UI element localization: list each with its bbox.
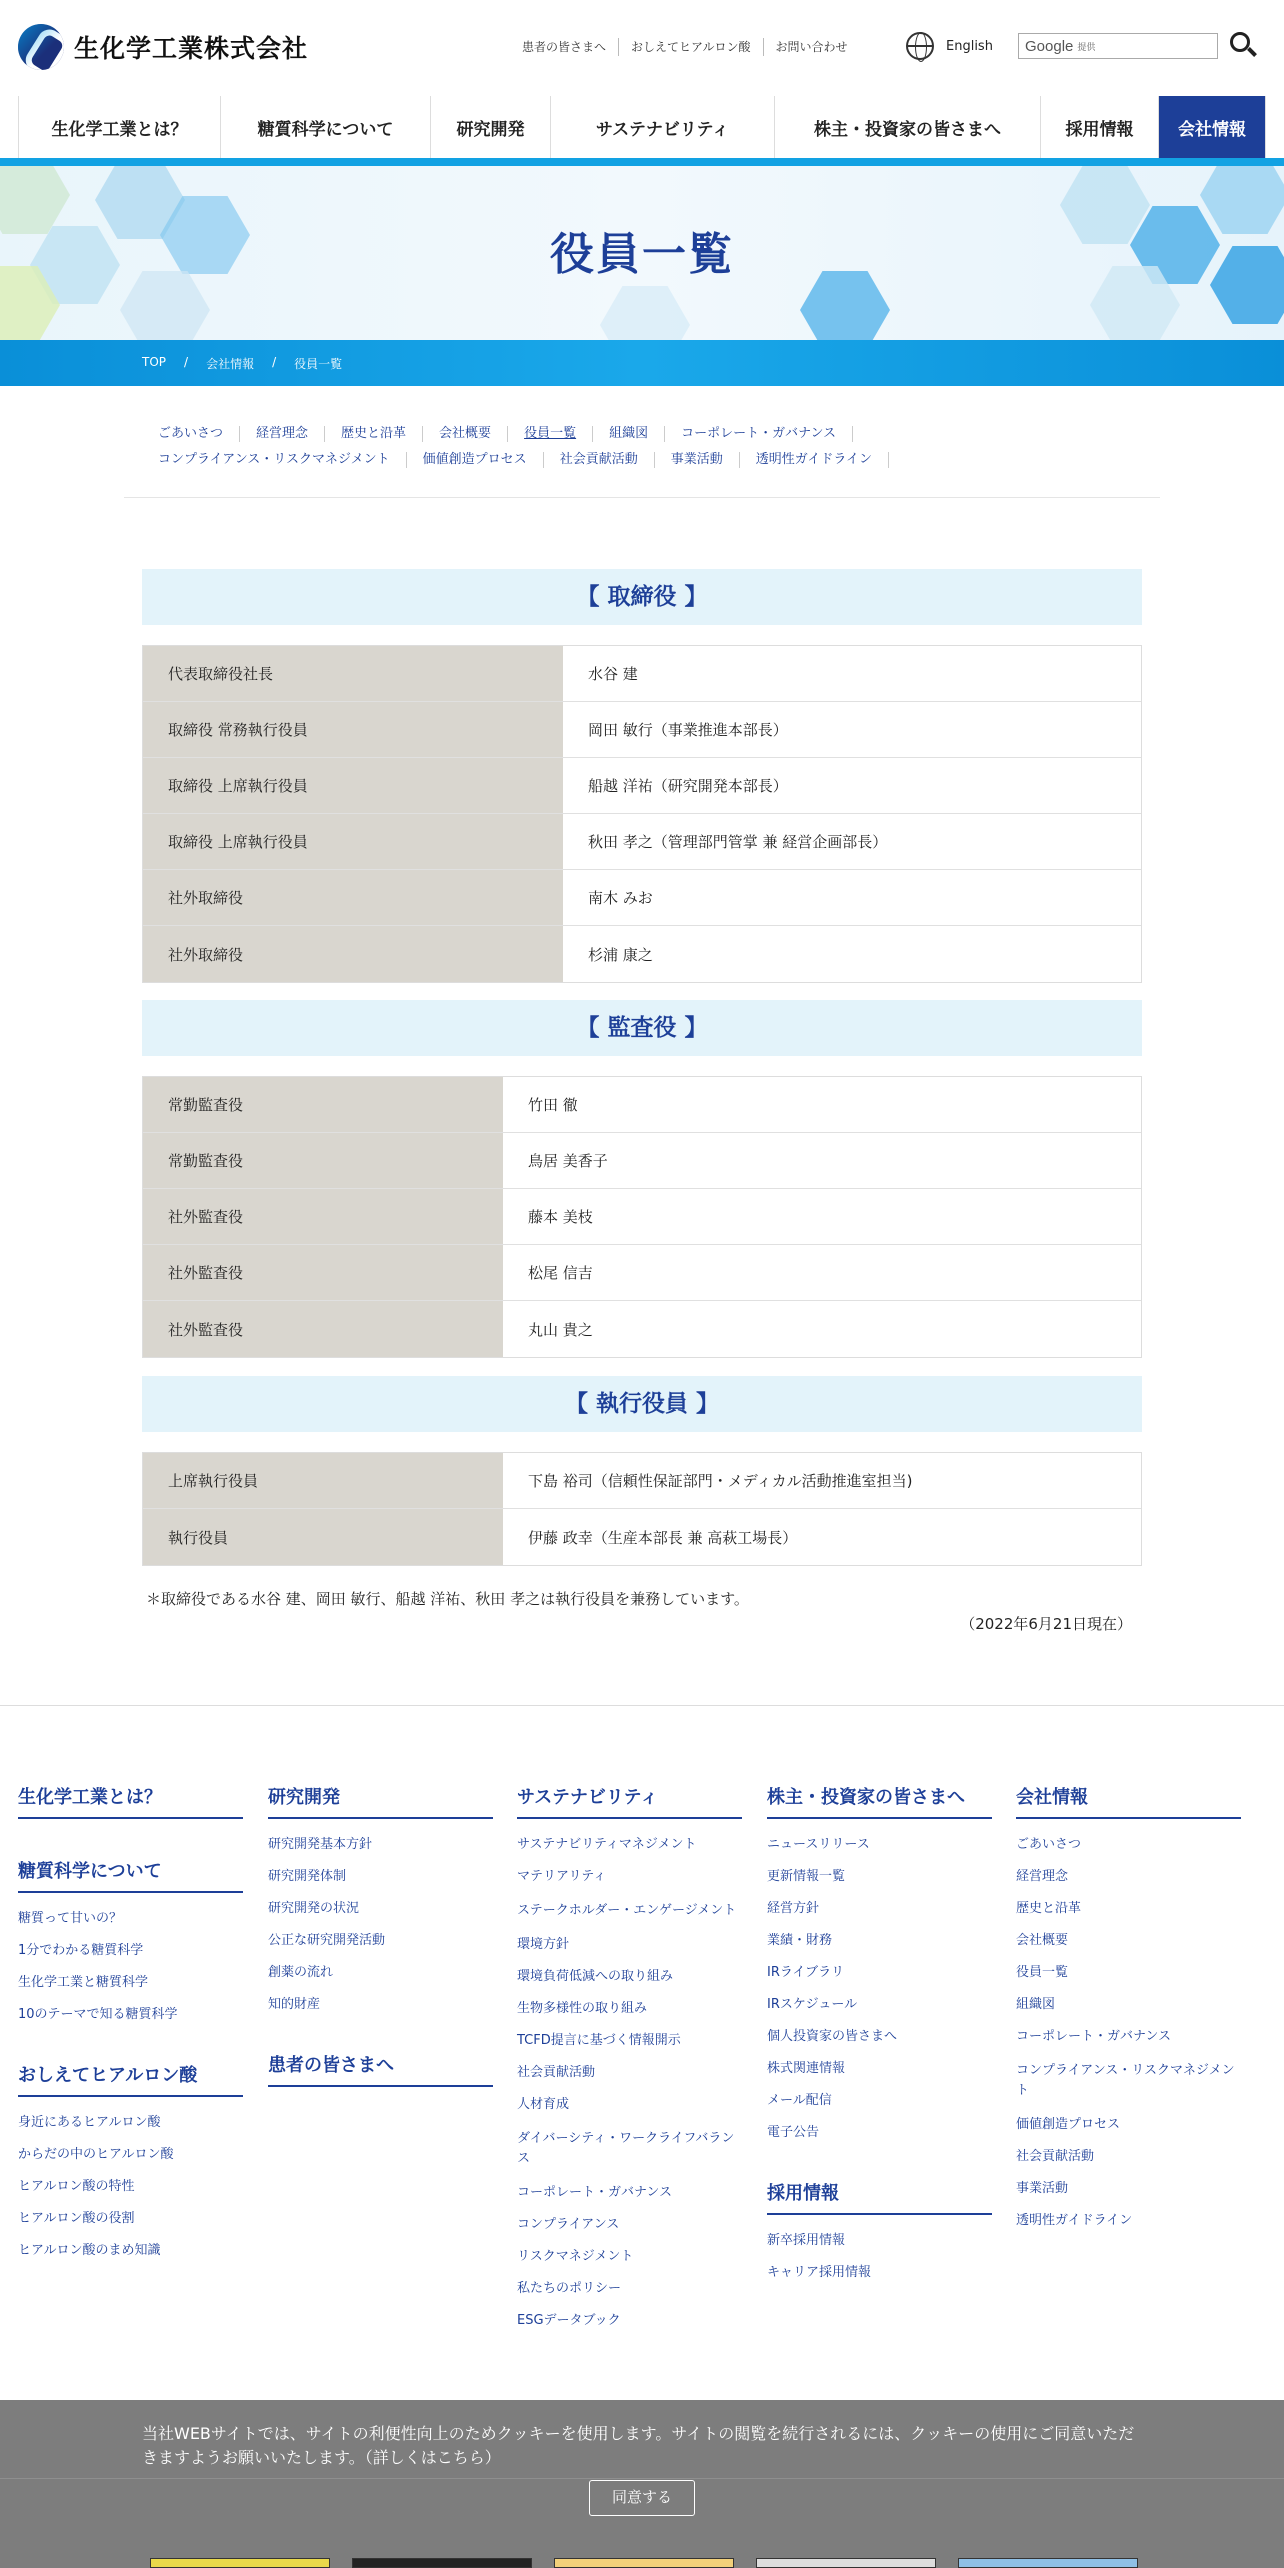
footer-link[interactable]: 生物多様性の取り組み	[517, 2001, 648, 2016]
footer-link[interactable]: 社会貢献活動	[1016, 2149, 1095, 2164]
table-row	[143, 1133, 1141, 1189]
role-cell: 社外取締役	[143, 926, 563, 982]
globe-icon	[906, 32, 934, 60]
role-cell: 上席執行役員	[143, 1453, 503, 1508]
search-brand: Google	[1025, 37, 1074, 55]
table-row	[143, 926, 1141, 982]
footer-link[interactable]: 環境負荷低減への取り組み	[517, 1969, 674, 1984]
footer-link[interactable]: サステナビリティマネジメント	[517, 1837, 697, 1852]
cookie-message[interactable]: 当社WEBサイトでは、サイトの利便性向上のためクッキーを使用します。サイトの閲覧を続行されるには、クッキーの使用にご同意いただきますようお願いいたします。（詳しくはこちら）	[142, 2424, 1135, 2467]
footer-link[interactable]: 組織図	[1016, 1997, 1056, 2012]
subnav-item[interactable]: コーポレート・ガバナンス	[665, 426, 853, 442]
table-row	[143, 1245, 1141, 1301]
global-nav	[18, 96, 1266, 158]
footer-link[interactable]: 私たちのポリシー	[517, 2281, 622, 2296]
table-row	[143, 1077, 1141, 1133]
subnav-item[interactable]: 透明性ガイドライン	[740, 452, 889, 468]
name-cell: 南木 みお	[563, 870, 1141, 925]
section-heading-directors: 【 取締役 】	[142, 569, 1142, 625]
footer-link[interactable]: コンプライアンス・リスクマネジメント	[1016, 2063, 1235, 2098]
nav-accent-bar	[0, 158, 1284, 166]
footer-link[interactable]: メール配信	[767, 2093, 832, 2108]
footer-heading[interactable]: 株主・投資家の皆さまへ	[767, 1783, 992, 1819]
footer-link[interactable]: ニュースリリース	[767, 1837, 870, 1852]
subnav-item[interactable]: 歴史と沿革	[325, 426, 423, 442]
footer-link[interactable]: 更新情報一覧	[767, 1869, 846, 1884]
footer-heading[interactable]: おしえてヒアルロン酸	[18, 2061, 243, 2097]
footer-link[interactable]: 業績・財務	[767, 1933, 833, 1948]
util-link-hyaluronic[interactable]: おしえてヒアルロン酸	[619, 38, 764, 56]
name-cell: 鳥居 美香子	[503, 1133, 1141, 1188]
page-hero	[0, 166, 1284, 340]
footer-link[interactable]: 新卒採用情報	[767, 2233, 846, 2248]
subnav-item[interactable]: 会社概要	[423, 426, 508, 442]
gnav-item-investors[interactable]: 株主・投資家の皆さまへ	[775, 96, 1041, 158]
subnav-item-current[interactable]: 役員一覧	[508, 426, 593, 442]
footer-link[interactable]: 生化学工業と糖質科学	[18, 1975, 149, 1990]
name-cell: 船越 洋祐（研究開発本部長）	[563, 758, 1141, 813]
footer-heading[interactable]: 研究開発	[268, 1783, 493, 1819]
role-cell: 社外監査役	[143, 1189, 503, 1244]
footer-banners	[150, 2558, 1160, 2568]
name-cell: 竹田 徹	[503, 1077, 1141, 1132]
site-header	[0, 0, 1284, 165]
footer-link[interactable]: 透明性ガイドライン	[1016, 2213, 1133, 2228]
subnav-item[interactable]: 価値創造プロセス	[407, 452, 544, 468]
footer-link[interactable]: 価値創造プロセス	[1016, 2117, 1121, 2132]
footer-link[interactable]: 研究開発の状況	[268, 1901, 360, 1916]
footer-heading[interactable]: サステナビリティ	[517, 1783, 742, 1819]
breadcrumb-bar	[0, 340, 1284, 386]
officer-table-auditors	[142, 1076, 1142, 1358]
logo-mark-icon	[18, 24, 64, 70]
search-brand-suffix: 提供	[1077, 42, 1096, 53]
role-cell: 取締役 常務執行役員	[143, 702, 563, 757]
breadcrumb-top[interactable]: TOP	[142, 355, 167, 369]
footer-link[interactable]: 社会貢献活動	[517, 2065, 596, 2080]
officer-table-directors	[142, 645, 1142, 983]
footer-link[interactable]: TCFD提言に基づく情報開示	[517, 2033, 681, 2048]
footer-heading[interactable]: 患者の皆さまへ	[268, 2051, 493, 2087]
table-row	[143, 646, 1141, 702]
table-row	[143, 1453, 1141, 1509]
footer-link[interactable]: 研究開発体制	[268, 1869, 347, 1884]
as-of-date: （2022年6月21日現在）	[960, 1615, 1132, 1633]
subnav-item[interactable]: ごあいさつ	[142, 426, 240, 442]
footer-column-5	[1016, 1783, 1241, 2245]
subnav-item[interactable]: 経営理念	[240, 426, 325, 442]
footer-link[interactable]: 会社概要	[1016, 1933, 1069, 1948]
footer-link[interactable]: ヒアルロン酸の役割	[18, 2211, 135, 2226]
footer-divider	[0, 1705, 1284, 1706]
footer-link[interactable]: 身近にあるヒアルロン酸	[18, 2115, 161, 2130]
footer-link[interactable]: からだの中のヒアルロン酸	[18, 2147, 174, 2162]
footer-link[interactable]: 研究開発基本方針	[268, 1837, 373, 1852]
table-row	[143, 1509, 1141, 1565]
cookie-accept-button[interactable]: 同意する	[589, 2480, 695, 2516]
role-cell: 執行役員	[143, 1509, 503, 1565]
footer-link[interactable]: ダイバーシティ・ワークライフバランス	[517, 2131, 735, 2166]
footer-link[interactable]: 創薬の流れ	[268, 1965, 334, 1980]
banner-link[interactable]	[150, 2558, 330, 2568]
banner-link[interactable]	[352, 2558, 532, 2568]
util-link-contact[interactable]: お問い合わせ	[775, 40, 848, 54]
subnav-item[interactable]: 事業活動	[655, 452, 740, 468]
gnav-item-sustainability[interactable]: サステナビリティ	[551, 96, 775, 158]
footer-column-4	[767, 1783, 992, 2297]
name-cell: 秋田 孝之（管理部門管掌 兼 経営企画部長）	[563, 814, 1141, 869]
footer-link[interactable]: 公正な研究開発活動	[268, 1933, 386, 1948]
table-row	[143, 758, 1141, 814]
footnote: ＊取締役である水谷 建、岡田 敏行、船越 洋祐、秋田 孝之は執行役員を兼務しています。	[146, 1590, 749, 1608]
role-cell: 常勤監査役	[143, 1133, 503, 1188]
footer-link[interactable]: 経営理念	[1016, 1869, 1069, 1884]
gnav-item-company[interactable]: 会社情報	[1159, 96, 1266, 158]
table-row	[143, 814, 1141, 870]
footer-link[interactable]: 1分でわかる糖質科学	[18, 1943, 144, 1958]
footer-link[interactable]: コーポレート・ガバナンス	[517, 2185, 672, 2200]
table-row	[143, 702, 1141, 758]
role-cell: 社外監査役	[143, 1245, 503, 1300]
footer-link[interactable]: リスクマネジメント	[517, 2249, 634, 2264]
subnav-item[interactable]: 組織図	[593, 426, 665, 442]
footer-link[interactable]: 役員一覧	[1016, 1965, 1069, 1980]
gnav-item-rd[interactable]: 研究開発	[431, 96, 551, 158]
footer-link[interactable]: 事業活動	[1016, 2181, 1069, 2196]
section-heading-executive-officers: 【 執行役員 】	[142, 1376, 1142, 1432]
footer-column-1	[18, 1783, 243, 2275]
table-row	[143, 1301, 1141, 1357]
table-row	[143, 1189, 1141, 1245]
name-cell: 松尾 信吉	[503, 1245, 1141, 1300]
company-name: 生化学工業株式会社	[74, 34, 309, 63]
page-title: 役員一覧	[550, 229, 734, 280]
footer-link[interactable]: 糖質って甘いの？	[18, 1911, 123, 1926]
footer-link[interactable]: 人材育成	[517, 2097, 570, 2112]
table-row	[143, 870, 1141, 926]
footer-link[interactable]: 株式関連情報	[767, 2061, 846, 2076]
company-logo[interactable]	[18, 24, 308, 70]
name-cell: 丸山 貴之	[503, 1301, 1141, 1357]
footer-link[interactable]: キャリア採用情報	[767, 2265, 872, 2280]
banner-link[interactable]	[554, 2558, 734, 2568]
role-cell: 社外監査役	[143, 1301, 503, 1357]
footer-heading[interactable]: 採用情報	[767, 2179, 992, 2215]
footer-link[interactable]: ヒアルロン酸の特性	[18, 2179, 135, 2194]
name-cell: 杉浦 康之	[563, 926, 1141, 982]
language-label: English	[946, 38, 993, 54]
footer-link[interactable]: ごあいさつ	[1016, 1837, 1082, 1852]
name-cell: 岡田 敏行（事業推進本部長）	[563, 702, 1141, 757]
footer-link[interactable]: 個人投資家の皆さまへ	[767, 2029, 898, 2044]
utility-links	[510, 38, 860, 56]
role-cell: 常勤監査役	[143, 1077, 503, 1132]
subnav-item[interactable]: 社会貢献活動	[544, 452, 655, 468]
footer-column-2	[268, 1783, 493, 2105]
search-input[interactable]	[1018, 33, 1218, 59]
name-cell: 水谷 建	[563, 646, 1141, 701]
name-cell: 藤本 美枝	[503, 1189, 1141, 1244]
section-divider	[124, 497, 1160, 498]
footer-heading[interactable]: 生化学工業とは？	[18, 1783, 243, 1819]
name-cell: 伊藤 政幸（生産本部長 兼 高萩工場長）	[503, 1509, 1141, 1565]
footer-link[interactable]: IRライブラリ	[767, 1965, 845, 1980]
footer-link[interactable]: 経営方針	[767, 1901, 820, 1916]
footer-link[interactable]: 環境方針	[517, 1937, 570, 1952]
footer-link[interactable]: 知的財産	[268, 1997, 321, 2012]
breadcrumb: TOP / 会社情報 / 役員一覧	[142, 355, 343, 371]
subnav-item[interactable]: コンプライアンス・リスクマネジメント	[142, 452, 407, 468]
util-link-patients[interactable]: 患者の皆さまへ	[510, 38, 619, 56]
footer-column-3	[517, 1783, 742, 2345]
footer-link[interactable]: ステークホルダー・エンゲージメント	[517, 1903, 737, 1918]
footer-link[interactable]: IRスケジュール	[767, 1997, 858, 2012]
section-heading-auditors: 【 監査役 】	[142, 1000, 1142, 1056]
footer-link[interactable]: ヒアルロン酸のまめ知識	[18, 2243, 161, 2258]
company-sub-nav	[142, 426, 1142, 478]
cookie-consent-bar	[0, 2400, 1284, 2568]
banner-link[interactable]	[756, 2558, 936, 2568]
banner-link[interactable]	[958, 2558, 1138, 2568]
role-cell: 社外取締役	[143, 870, 563, 925]
footer-heading[interactable]: 糖質科学について	[18, 1857, 243, 1893]
gnav-item-about[interactable]: 生化学工業とは？	[19, 96, 221, 158]
breadcrumb-company[interactable]: 会社情報	[206, 357, 255, 371]
name-cell: 下島 裕司（信頼性保証部門・メディカル活動推進室担当)	[503, 1453, 1141, 1508]
gnav-item-recruit[interactable]: 採用情報	[1041, 96, 1159, 158]
role-cell: 代表取締役社長	[143, 646, 563, 701]
gnav-item-glycoscience[interactable]: 糖質科学について	[221, 96, 431, 158]
footer-link[interactable]: 歴史と沿革	[1016, 1901, 1082, 1916]
footer-link[interactable]: 10のテーマで知る糖質科学	[18, 2007, 178, 2022]
search-button[interactable]	[1228, 30, 1258, 60]
language-switch[interactable]	[906, 32, 993, 60]
footer-link[interactable]: コンプライアンス	[517, 2217, 620, 2232]
footer-heading[interactable]: 会社情報	[1016, 1783, 1241, 1819]
breadcrumb-current: 役員一覧	[294, 357, 343, 371]
footer-link[interactable]: コーポレート・ガバナンス	[1016, 2029, 1171, 2044]
role-cell: 取締役 上席執行役員	[143, 758, 563, 813]
footer-link[interactable]: マテリアリティ	[517, 1869, 607, 1884]
footer-link[interactable]: 電子公告	[767, 2125, 820, 2140]
footer-link[interactable]: ESGデータブック	[517, 2313, 621, 2328]
role-cell: 取締役 上席執行役員	[143, 814, 563, 869]
officer-table-executive-officers	[142, 1452, 1142, 1566]
